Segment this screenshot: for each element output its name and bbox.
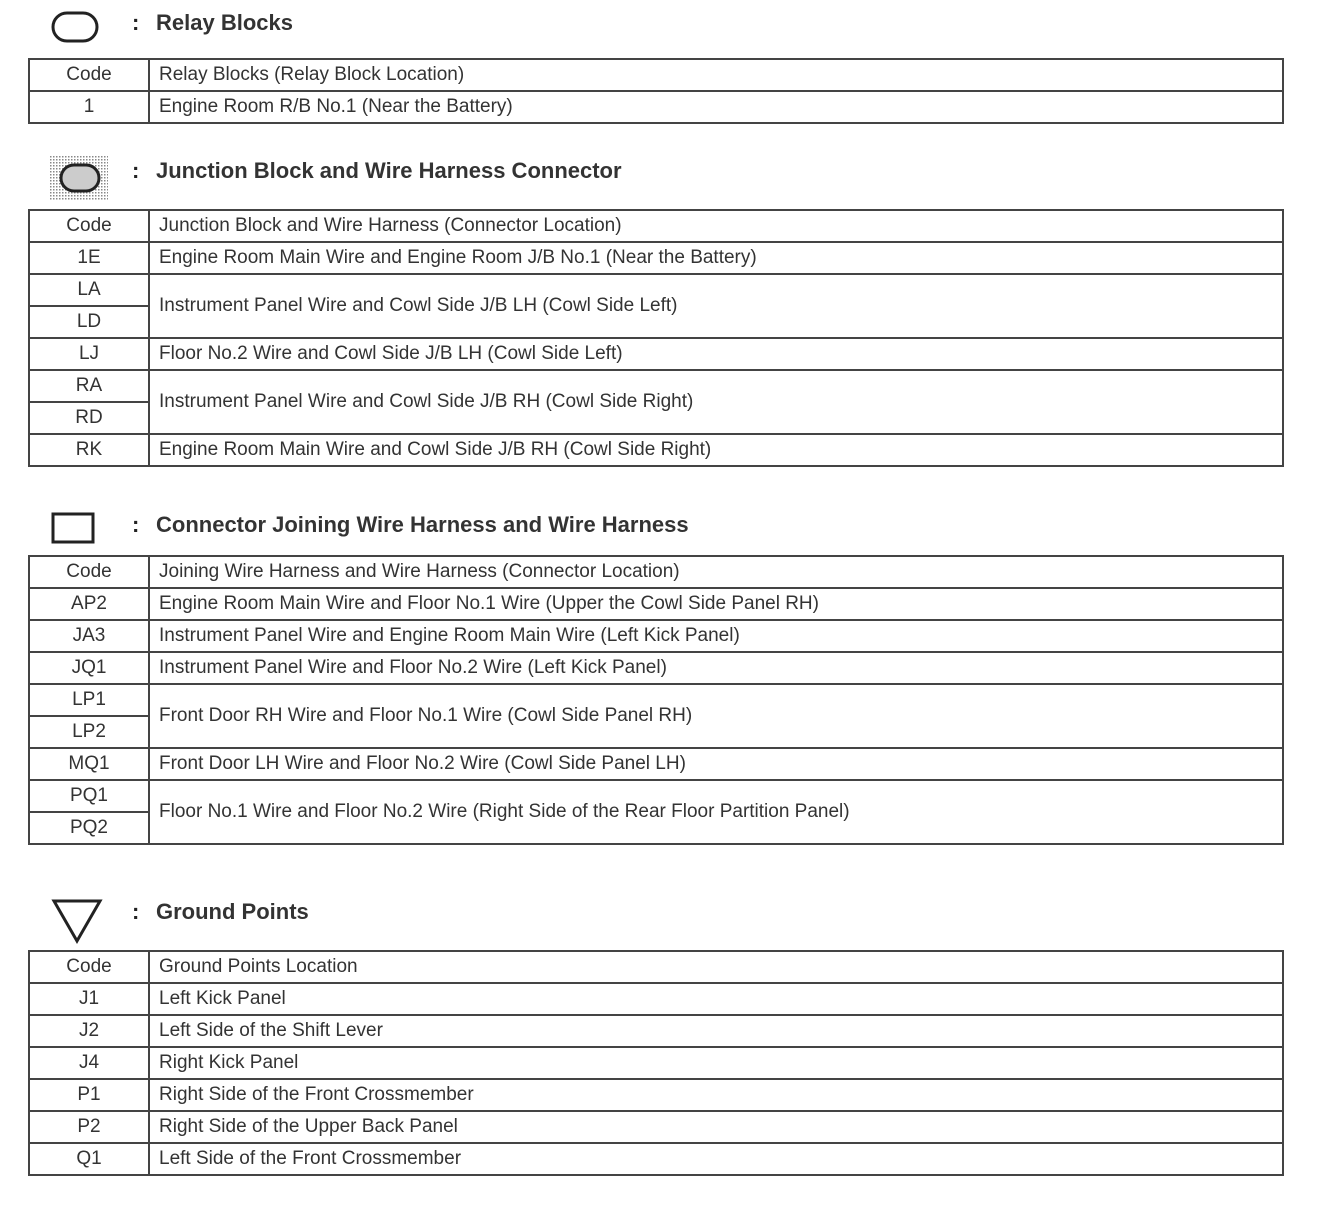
colon: : <box>132 158 140 183</box>
description-header: Joining Wire Harness and Wire Harness (Connector Location) <box>149 556 1283 588</box>
description-cell: Instrument Panel Wire and Cowl Side J/B LH (Cowl Side Left) <box>149 274 1283 338</box>
ground-point-icon <box>50 897 106 952</box>
code-cell: LP1 <box>29 684 149 716</box>
description-cell: Engine Room Main Wire and Floor No.1 Wire (Upper the Cowl Side Panel RH) <box>149 588 1283 620</box>
description-cell: Right Side of the Upper Back Panel <box>149 1111 1283 1143</box>
table-row <box>29 1015 1283 1047</box>
code-cell: LA <box>29 274 149 306</box>
code-cell: J4 <box>29 1047 149 1079</box>
table-header-row <box>29 59 1283 91</box>
section-ground-point <box>28 895 1284 1169</box>
code-cell: RD <box>29 402 149 434</box>
table-header-row <box>29 556 1283 588</box>
code-header: Code <box>29 59 149 91</box>
code-cell: RA <box>29 370 149 402</box>
table-row <box>29 1143 1283 1175</box>
section-title: Junction Block and Wire Harness Connector <box>156 158 622 183</box>
table-row <box>29 1111 1283 1143</box>
description-cell: Front Door RH Wire and Floor No.1 Wire (Cowl Side Panel RH) <box>149 684 1283 748</box>
table-row <box>29 274 1283 306</box>
section-junction-block <box>28 154 1284 460</box>
section-connector <box>28 508 1284 838</box>
description-cell: Left Kick Panel <box>149 983 1283 1015</box>
legend-table <box>28 58 1284 124</box>
description-cell: Right Kick Panel <box>149 1047 1283 1079</box>
description-cell: Right Side of the Front Crossmember <box>149 1079 1283 1111</box>
code-cell: P2 <box>29 1111 149 1143</box>
code-cell: P1 <box>29 1079 149 1111</box>
description-header: Ground Points Location <box>149 951 1283 983</box>
table-header-row <box>29 210 1283 242</box>
code-cell: 1E <box>29 242 149 274</box>
code-cell: LD <box>29 306 149 338</box>
code-cell: J1 <box>29 983 149 1015</box>
table-row <box>29 242 1283 274</box>
description-cell: Engine Room R/B No.1 (Near the Battery) <box>149 91 1283 123</box>
code-cell: J2 <box>29 1015 149 1047</box>
table-row <box>29 983 1283 1015</box>
colon: : <box>132 899 140 924</box>
description-cell: Front Door LH Wire and Floor No.2 Wire (Cowl Side Panel LH) <box>149 748 1283 780</box>
code-cell: 1 <box>29 91 149 123</box>
table-row <box>29 1047 1283 1079</box>
description-cell: Left Side of the Front Crossmember <box>149 1143 1283 1175</box>
table-row <box>29 588 1283 620</box>
description-header: Relay Blocks (Relay Block Location) <box>149 59 1283 91</box>
description-cell: Left Side of the Shift Lever <box>149 1015 1283 1047</box>
legend-table <box>28 555 1284 845</box>
code-header: Code <box>29 951 149 983</box>
code-cell: JQ1 <box>29 652 149 684</box>
table-row <box>29 1079 1283 1111</box>
junction-block-icon <box>50 156 110 205</box>
description-cell: Instrument Panel Wire and Engine Room Main Wire (Left Kick Panel) <box>149 620 1283 652</box>
table-row <box>29 780 1283 812</box>
code-cell: LJ <box>29 338 149 370</box>
table-row <box>29 748 1283 780</box>
table-row <box>29 434 1283 466</box>
code-cell: PQ1 <box>29 780 149 812</box>
section-header <box>28 895 1284 931</box>
section-title: Connector Joining Wire Harness and Wire Harness <box>156 512 689 537</box>
table-row <box>29 338 1283 370</box>
code-cell: Q1 <box>29 1143 149 1175</box>
description-cell: Engine Room Main Wire and Engine Room J/B No.1 (Near the Battery) <box>149 242 1283 274</box>
connector-icon <box>50 510 100 551</box>
code-cell: AP2 <box>29 588 149 620</box>
description-cell: Instrument Panel Wire and Floor No.2 Wire (Left Kick Panel) <box>149 652 1283 684</box>
code-cell: RK <box>29 434 149 466</box>
section-relay-block <box>28 6 1284 117</box>
section-title: Ground Points <box>156 899 309 924</box>
code-cell: PQ2 <box>29 812 149 844</box>
table-row <box>29 652 1283 684</box>
table-row <box>29 91 1283 123</box>
section-header <box>28 508 1284 544</box>
description-cell: Engine Room Main Wire and Cowl Side J/B RH (Cowl Side Right) <box>149 434 1283 466</box>
relay-block-icon <box>50 8 102 49</box>
table-row <box>29 620 1283 652</box>
legend-table <box>28 209 1284 467</box>
section-header <box>28 154 1284 190</box>
description-header: Junction Block and Wire Harness (Connector Location) <box>149 210 1283 242</box>
table-row <box>29 684 1283 716</box>
colon: : <box>132 10 140 35</box>
section-title: Relay Blocks <box>156 10 293 35</box>
description-cell: Floor No.1 Wire and Floor No.2 Wire (Right Side of the Rear Floor Partition Panel) <box>149 780 1283 844</box>
colon: : <box>132 512 140 537</box>
section-header <box>28 6 1284 42</box>
description-cell: Instrument Panel Wire and Cowl Side J/B RH (Cowl Side Right) <box>149 370 1283 434</box>
description-cell: Floor No.2 Wire and Cowl Side J/B LH (Cowl Side Left) <box>149 338 1283 370</box>
legend-table <box>28 950 1284 1176</box>
code-cell: MQ1 <box>29 748 149 780</box>
code-cell: LP2 <box>29 716 149 748</box>
table-row <box>29 370 1283 402</box>
code-header: Code <box>29 210 149 242</box>
table-header-row <box>29 951 1283 983</box>
code-header: Code <box>29 556 149 588</box>
code-cell: JA3 <box>29 620 149 652</box>
